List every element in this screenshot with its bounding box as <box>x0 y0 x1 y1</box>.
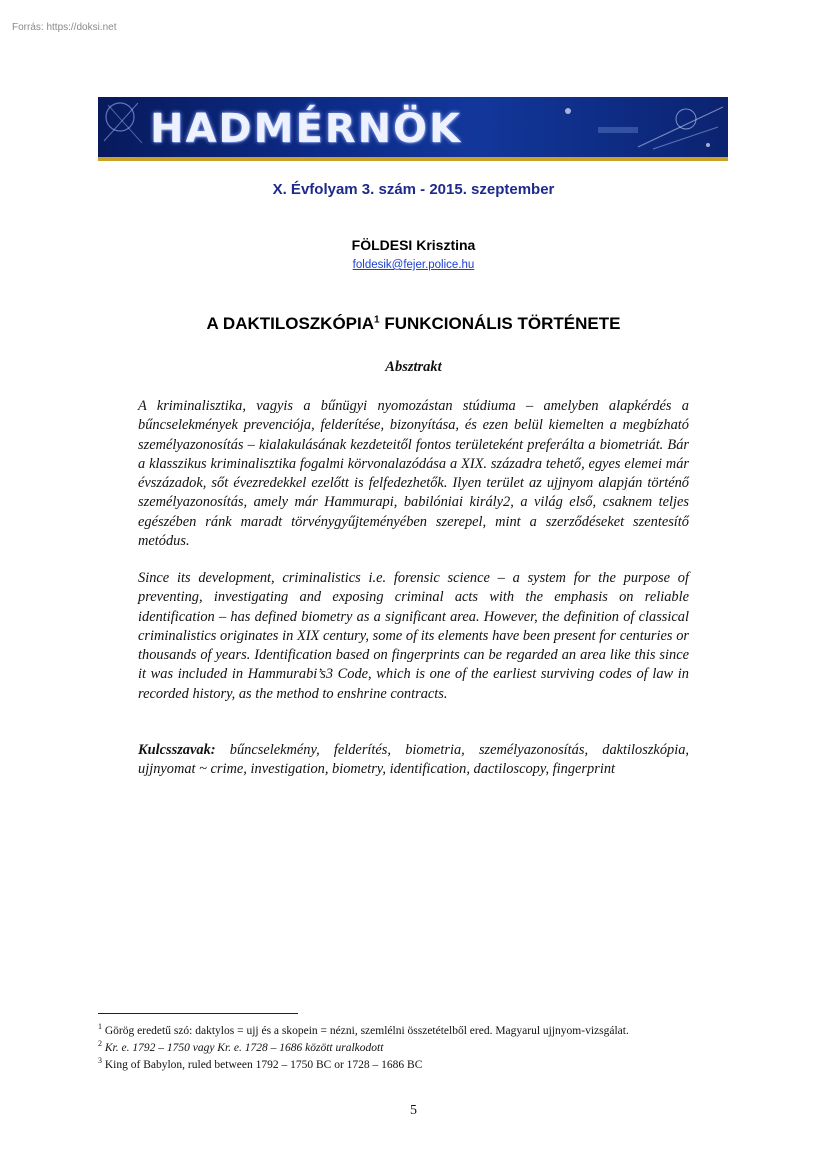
paper-title-rest: FUNKCIONÁLIS TÖRTÉNETE <box>379 314 621 333</box>
abstract-hungarian: A kriminalisztika, vagyis a bűnügyi nyomozástan stúdiuma – amelyben alapkérdés a bűncselekmények prevenciója, felderítése, bizonyítása, és ezen belül kiemelten a megbízható személyazonosítás – kialakulásának kezdeteitől fontos területeként preferálta a biometriát. Bár a klasszikus kriminalisztika fogalmi körvonalazódása a XIX. századra tehető, egyes elemei már évszázadok, sőt évezredekkel ezelőtt is felfedezhetők. Ilyen terület az ujjnyom alapján történő személyazonosítás, amely már Hammurapi, babilóniai király2, a világ első, csaknem teljes egészében ránk maradt törvénygyűjteményében szerepel, mint a szerződéseket szentesítő metódus. <box>138 398 689 550</box>
issue-info: X. Évfolyam 3. szám - 2015. szeptember <box>272 181 555 198</box>
footnote-text: King of Babylon, ruled between 1792 – 1750 BC or 1728 – 1686 BC <box>104 1058 423 1071</box>
footnote-1 <box>98 1020 629 1038</box>
source-watermark: Forrás: https://doksi.net <box>12 22 117 33</box>
footnote-text: Kr. e. 1792 – 1750 vagy Kr. e. 1728 – 1686 között uralkodott <box>104 1041 384 1054</box>
abstract-heading: Absztrakt <box>385 359 442 375</box>
journal-name: HADMÉRNÖK <box>150 106 463 152</box>
footnote-ref-1[interactable]: 1 <box>374 314 380 326</box>
footnote-text: Görög eredetű szó: daktylos = ujj és a skopein = nézni, szemlélni összetételből ered. Magyarul ujjnyom-vizsgálat. <box>104 1024 629 1037</box>
keywords-list: bűncselekmény, felderítés, biometria, személyazonosítás, daktiloszkópia, ujjnyomat ~ crime, investigation, biometry, identification, dactiloscopy, fingerprint <box>138 742 689 778</box>
author-name: FÖLDESI Krisztina <box>351 237 476 253</box>
keywords-label: Kulcsszavak: <box>138 742 216 758</box>
footnote-2 <box>98 1037 383 1055</box>
author-email-link[interactable]: foldesik@fejer.police.hu <box>352 259 475 271</box>
abstract-english: Since its development, criminalistics i.e. forensic science – a system for the purpose of preventing, investigating and exposing criminal acts with the emphasis on reliable identification – has defined biometry as a significant area. However, the definition of classical criminalistics originates in XIX century, some of its elements have been present for centuries or thousands of years. Identification based on fingerprints can be regarded an area like this since it was included in Hammurabi’s3 Code, which is one of the earliest surviving codes of law in recorded history, as the method to enshrine contracts. <box>138 570 689 702</box>
page-number: 5 <box>410 1103 417 1118</box>
footnote-number: 3 <box>98 1056 102 1065</box>
paper-title <box>0 314 827 334</box>
footnote-3 <box>98 1054 422 1072</box>
paper-title-main: A DAKTILOSZKÓPIA <box>206 314 375 333</box>
keywords <box>138 741 689 780</box>
footnote-number: 1 <box>98 1022 102 1031</box>
footnote-divider <box>98 1013 298 1014</box>
footnote-number: 2 <box>98 1039 102 1048</box>
journal-banner <box>98 97 728 161</box>
